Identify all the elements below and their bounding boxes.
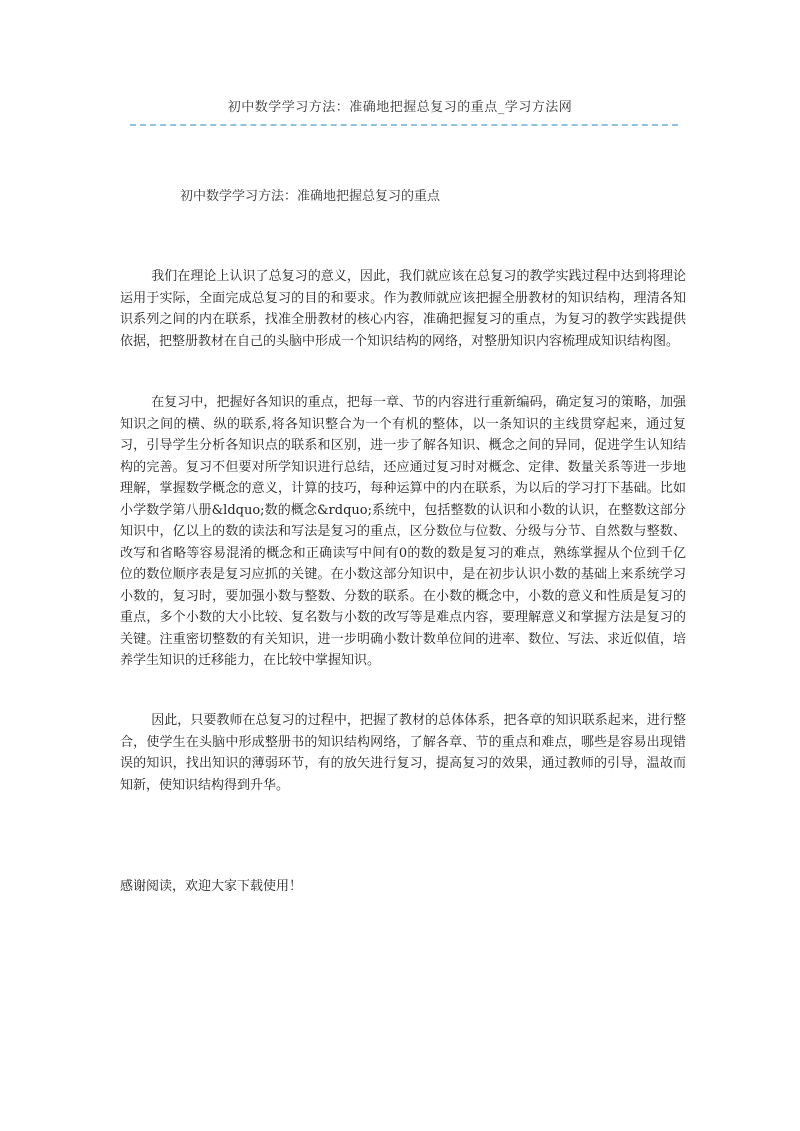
body-paragraph-3: 因此，只要教师在总复习的过程中，把握了教材的总体体系，把各章的知识联系起来，进行整合，使学生在头脑中形成整册书的知识结构网络，了解各章、节的重点和难点，哪些是容易出现错误的知识，找出知识的薄弱环节，有的放矢进行复习，提高复习的效果，通过教师的引导，温故而知新，使知识结构得到升华。 <box>120 713 686 793</box>
body-paragraph-2: 在复习中，把握好各知识的重点，把每一章、节的内容进行重新编码，确定复习的策略，加强知识之间的横、纵的联系,将各知识整合为一个有机的整体，以一条知识的主线贯穿起来，通过复习，引导学生分析各知识点的联系和区别，进一步了解各知识、概念之间的异同，促进学生认知结构的完善。复习不但要对所学知识进行总结，还应通过复习时对概念、定律、数量关系等进一步地理解，掌握数学概念的意义，计算的技巧，每种运算中的内在联系，为以后的学习打下基础。比如小学数学第八册&ldquo;数的概念&rdquo;系统中，包括整数的认识和小数的认识，在整数这部分知识中，亿以上的数的读法和写法是复习的重点，区分数位与位数、分级与分节、自然数与整数、改写和省略等容易混淆的概念和正确读写中间有0的数的数是复习的难点，熟练掌握从个位到千亿位的数位顺序表是复习应抓的关键。在小数这部分知识中，是在初步认识小数的基础上来系统学习小数的，复习时，要加强小数与整数、分数的联系。在小数的概念中，小数的意义和性质是复习的重点，多个小数的大小比较、复名数与小数的改写等是难点内容，要理解意义和掌握方法是复习的关键。注重密切整数的有关知识，进一步明确小数计数单位间的进率、数位、写法、求近似值，培养学生知识的迁移能力，在比较中掌握知识。 <box>120 395 686 668</box>
footer-thanks-text: 感谢阅读，欢迎大家下载使用！ <box>120 879 303 894</box>
header-title: 初中数学学习方法：准确地把握总复习的重点_学习方法网 <box>227 100 573 115</box>
header-dashed-divider <box>130 124 678 126</box>
body-paragraph-1: 我们在理论上认识了总复习的意义，因此，我们就应该在总复习的教学实践过程中达到将理论运用于实际，全面完成总复习的目的和要求。作为教师就应该把握全册教材的知识结构，理清各知识系列之间的内在联系，找准全册教材的核心内容，准确把握复习的重点，为复习的教学实践提供依据，把整册教材在自己的头脑中形成一个知识结构的网络，对整册知识内容梳理成知识结构图。 <box>120 269 686 349</box>
article-subtitle: 初中数学学习方法：准确地把握总复习的重点 <box>180 189 441 204</box>
